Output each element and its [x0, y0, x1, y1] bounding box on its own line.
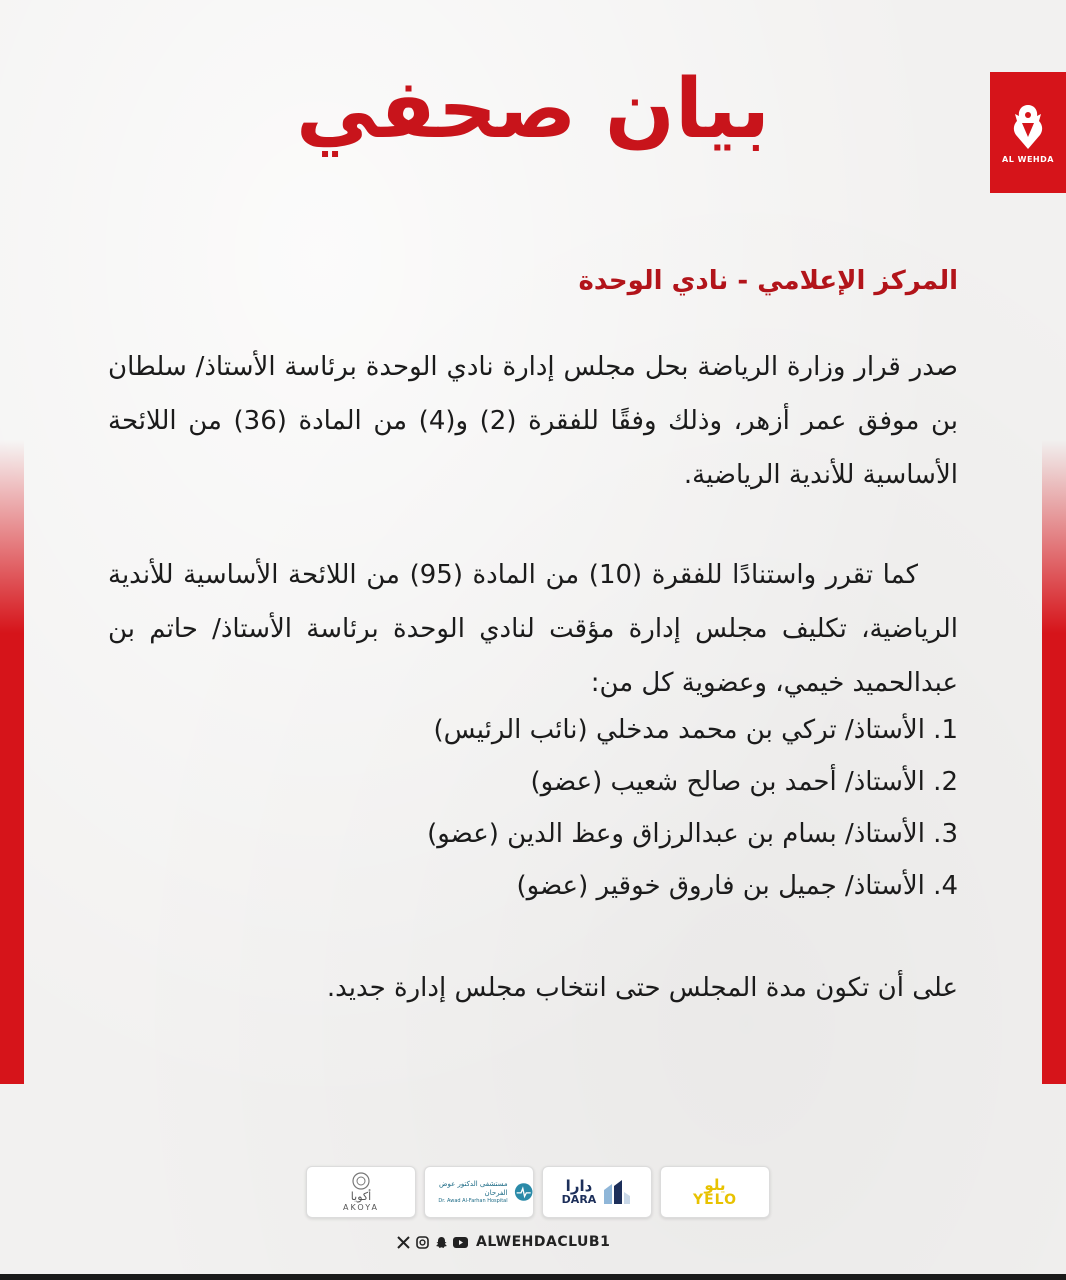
member-item: 1. الأستاذ/ تركي بن محمد مدخلي (نائب الرئيس) [433, 715, 958, 745]
sponsor-strip [306, 1166, 770, 1218]
dara-ar-text: دارا [565, 1177, 593, 1195]
akoya-en-text: AKOYA [343, 1203, 379, 1212]
youtube-icon[interactable] [453, 1235, 468, 1250]
paragraph-dissolution: صدر قرار وزارة الرياضة بحل مجلس إدارة نادي الوحدة برئاسة الأستاذ/ سلطان بن موفق عمر أزهر، وذلك وفقًا للفقرة (2) و(4) من المادة (36) من اللائحة الأساسية للأندية الرياضية. [108, 352, 959, 490]
yelo-en-text: YELO [692, 1192, 738, 1208]
member-item: 4. الأستاذ/ جميل بن فاروق خوقير (عضو) [516, 871, 958, 901]
left-red-accent [0, 440, 24, 1084]
member-item: 3. الأستاذ/ بسام بن عبدالرزاق وعظ الدين (عضو) [427, 819, 958, 849]
yelo-ar-text: يلو [704, 1176, 726, 1194]
member-list [427, 704, 958, 912]
social-handle[interactable]: ALWEHDACLUB1 [476, 1234, 611, 1250]
sponsor-akoya [306, 1166, 416, 1218]
hospital-en-text: Dr. Awad Al-Farhan Hospital [438, 1197, 508, 1204]
right-red-accent [1042, 440, 1066, 1084]
dara-building-icon [602, 1178, 632, 1206]
hospital-pulse-icon [514, 1181, 533, 1203]
snapchat-icon[interactable] [434, 1235, 449, 1250]
hospital-ar-text: مستشفى الدكتور عوض الفرحان [439, 1179, 508, 1197]
instagram-icon[interactable] [415, 1235, 430, 1250]
social-bar [396, 1234, 610, 1250]
page-title: بيان صحفي [296, 62, 770, 157]
paragraph-appointment [108, 548, 958, 710]
sponsor-hospital [424, 1166, 534, 1218]
sponsor-dara [542, 1166, 652, 1218]
bottom-edge [0, 1274, 1066, 1280]
x-icon[interactable] [396, 1235, 411, 1250]
club-logo-text: AL WEHDA [1002, 155, 1054, 164]
closing-statement: على أن تكون مدة المجلس حتى انتخاب مجلس إدارة جديد. [326, 973, 958, 1003]
dara-en-text: DARA [561, 1193, 597, 1206]
sponsor-yelo [660, 1166, 770, 1218]
paragraph-appointment-text: كما تقرر واستنادًا للفقرة (10) من المادة (95) من اللائحة الأساسية للأندية الرياضية، تكليف مجلس إدارة مؤقت لنادي الوحدة برئاسة الأستاذ/ حاتم بن عبدالحميد خيمي، وعضوية كل من: [108, 560, 958, 698]
member-item: 2. الأستاذ/ أحمد بن صالح شعيب (عضو) [530, 767, 958, 797]
source-line: المركز الإعلامي - نادي الوحدة [578, 266, 958, 296]
akoya-ar-text: أكويا [350, 1190, 372, 1203]
akoya-emblem-icon [350, 1171, 372, 1191]
